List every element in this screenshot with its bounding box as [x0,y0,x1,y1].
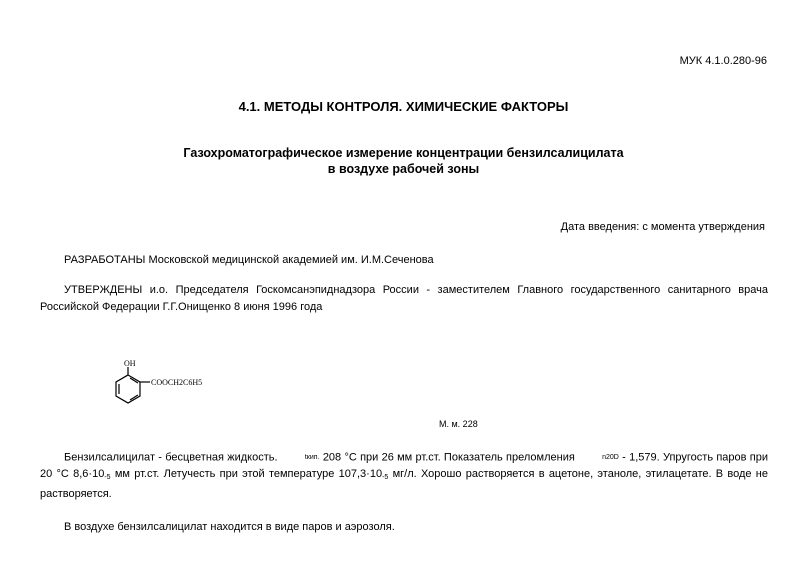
title-line-1: Газохроматографическое измерение концентрации бензилсалицилата [183,146,624,160]
description-paragraph [40,449,768,503]
benzyl-salicylate-structure [108,358,218,413]
title-line-2: в воздухе рабочей зоны [327,162,480,176]
exponent-1: -5 [104,474,111,482]
oh-label: OH [124,359,136,368]
exponent-2: -5 [382,474,389,482]
description-text-5: мг/л. Хорошо растворяется в ацетоне, этаноле, этилацетате. В воде не растворяется. [40,468,769,501]
description-text-2: 208 °С при 26 мм рт.ст. Показатель преломления [322,451,575,464]
air-presence-paragraph: В воздухе бензилсалицилат находится в виде паров и аэрозоля. [64,521,395,533]
ester-label: COOCH2C6H5 [151,378,203,387]
molar-mass: М. м. 228 [439,419,478,429]
developed-by-paragraph [64,252,434,269]
document-code: МУК 4.1.0.280-96 [679,55,767,67]
developed-text: Московской медицинской академией им. И.М.Сеченова [148,254,434,266]
refractive-index-symbol: n20D [602,454,619,461]
document-title [0,145,807,177]
approved-label: УТВЕРЖДЕНЫ [64,284,143,296]
approved-text: и.о. Председателя Госкомсанэпиднадзора России - заместителем Главного государственного санитарного врача Российской Федерации Г.Г.Онищенко 8 июня 1996 года [40,284,768,313]
date-of-introduction: Дата введения: с момента утверждения [560,221,765,233]
description-text-4: мм рт.ст. Летучесть при этой температуре 107,3·10 [114,468,383,481]
developed-label: РАЗРАБОТАНЫ [64,254,146,266]
boiling-point-symbol: tкип. [304,454,320,461]
section-title: 4.1. МЕТОДЫ КОНТРОЛЯ. ХИМИЧЕСКИЕ ФАКТОРЫ [238,99,569,114]
description-text-3: - 1,579. Упругость паров при 20 °С 8,6·10 [40,451,768,481]
approved-by-paragraph [40,282,768,316]
description-text-1: Бензилсалицилат - бесцветная жидкость. [64,451,278,464]
